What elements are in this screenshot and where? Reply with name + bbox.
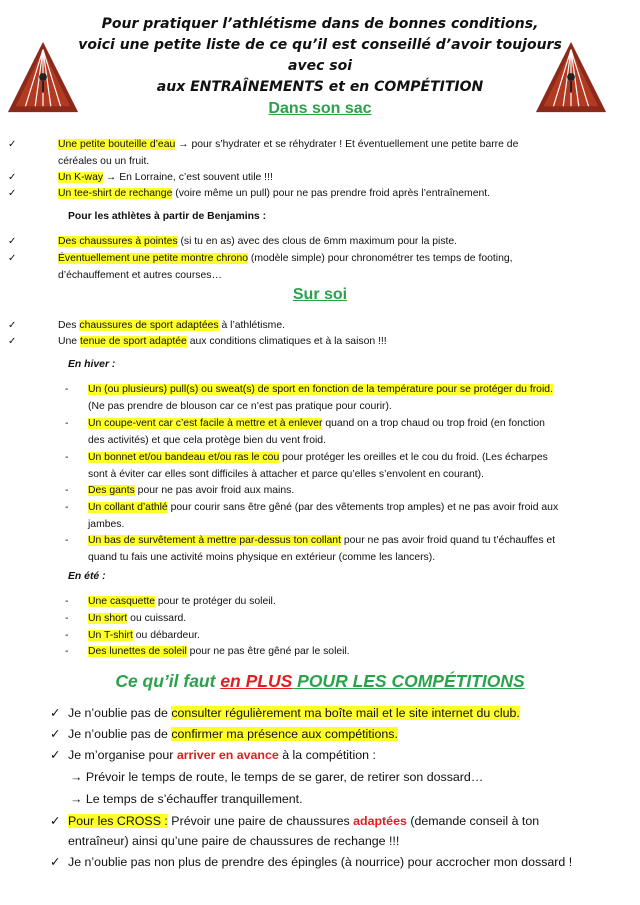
check-icon: ✓: [50, 727, 61, 741]
list-item: - Des gants pour ne pas avoir froid aux mains.: [88, 482, 598, 499]
check-icon: ✓: [8, 320, 17, 331]
list-item: ✓ Je n’oublie pas de confirmer ma présence aux compétitions.: [68, 724, 628, 744]
dash-bullet: -: [65, 613, 69, 624]
list-item: - Un bas de survêtement à mettre par-dessus ton collant pour ne pas avoir froid quand tu t’échauffes et quand tu fais une activité moins physique en extérieur (comme les lancers).: [88, 532, 598, 566]
dash-bullet: -: [65, 452, 69, 463]
list-item: ✓ Je n’oublie pas non plus de prendre des épingles (à nourrice) pour accrocher mon dossard !: [68, 852, 628, 872]
dash-bullet: -: [65, 502, 69, 513]
list-item: - Un bonnet et/ou bandeau et/ou ras le cou pour protéger les oreilles et le cou du froid. (Les écharpes sont à éviter car elles sont difficiles à attacher et parce qu’elles s’envolent en courant).: [88, 449, 598, 483]
list-item: ✓ Je n’oublie pas de consulter régulièrement ma boîte mail et le site internet du club.: [68, 703, 628, 723]
list-item: - Un T-shirt ou débardeur.: [88, 627, 598, 644]
subsection-title-ete: En été :: [68, 571, 106, 582]
dash-bullet: -: [65, 596, 69, 607]
check-icon: ✓: [8, 139, 17, 150]
dash-bullet: -: [65, 418, 69, 429]
list-item: ✓ Une petite bouteille d’eau → pour s’hydrater et se réhydrater ! Et éventuellement une petite barre de céréales ou un fruit.: [58, 136, 588, 170]
list-item: ✓ Je m’organise pour arriver en avance à la compétition :: [68, 745, 628, 765]
header-line-3: aux ENTRAÎNEMENTS et en COMPÉTITION: [156, 79, 484, 95]
check-icon: ✓: [50, 814, 61, 828]
subsection-title-benjamins: Pour les athlètes à partir de Benjamins :: [68, 211, 267, 222]
header-line-1: Pour pratiquer l’athlétisme dans de bonnes conditions,: [101, 16, 539, 32]
section-title-sac: Dans son sac: [268, 100, 372, 117]
list-item: - Un collant d’athlé pour courir sans être gêné (par des vêtements trop amples) et ne pas avoir froid aux jambes.: [88, 499, 598, 533]
check-icon: ✓: [8, 172, 17, 183]
header-line-2: voici une petite liste de ce qu’il est conseillé d’avoir toujours avec soi: [78, 37, 562, 74]
dash-bullet: -: [65, 535, 69, 546]
check-icon: ✓: [50, 706, 61, 720]
list-item: ✓ Pour les CROSS : Prévoir une paire de chaussures adaptées (demande conseil à ton entraîneur) ainsi qu’une paire de chaussures de rechange !!!: [68, 811, 628, 851]
section-title-competitions: Ce qu’il faut en PLUS POUR LES COMPÉTITIONS: [115, 671, 525, 691]
list-item: - Une casquette pour te protéger du soleil.: [88, 593, 598, 610]
list-item: ✓ Éventuellement une petite montre chrono (modèle simple) pour chronométrer tes temps de footing, d’échauffement et autres courses…: [58, 250, 588, 284]
subsection-title-hiver: En hiver :: [68, 359, 116, 370]
check-icon: ✓: [8, 236, 17, 247]
check-icon: ✓: [8, 253, 17, 264]
dash-bullet: -: [65, 630, 69, 641]
list-item: → Prévoir le temps de route, le temps de se garer, de retirer son dossard…: [70, 770, 484, 784]
list-item: → Le temps de s’échauffer tranquillement.: [70, 792, 303, 806]
check-icon: ✓: [50, 855, 61, 869]
check-icon: ✓: [8, 188, 17, 199]
list-item: - Un coupe-vent car c’est facile à mettre et à enlever quand on a trop chaud ou trop froid (en fonction des activités) et que cela protège bien du vent froid.: [88, 415, 598, 449]
list-item: - Des lunettes de soleil pour ne pas être gêné par le soleil.: [88, 643, 598, 660]
dash-bullet: -: [65, 485, 69, 496]
list-item: - Un short ou cuissard.: [88, 610, 598, 627]
check-icon: ✓: [50, 748, 61, 762]
check-icon: ✓: [8, 336, 17, 347]
list-item: ✓ Un K-way → En Lorraine, c’est souvent utile !!!: [58, 169, 588, 186]
list-item: ✓ Une tenue de sport adaptée aux conditions climatiques et à la saison !!!: [58, 333, 588, 350]
page-header: [70, 14, 570, 98]
section-title-soi: Sur soi: [292, 286, 348, 303]
list-item: ✓ Des chaussures à pointes (si tu en as) avec des clous de 6mm maximum pour la piste.: [58, 233, 588, 250]
dash-bullet: -: [65, 646, 69, 657]
dash-bullet: -: [65, 384, 69, 395]
list-item: ✓ Un tee-shirt de rechange (voire même un pull) pour ne pas prendre froid après l’entraînement.: [58, 185, 588, 202]
list-item: ✓ Des chaussures de sport adaptées à l’athlétisme.: [58, 317, 588, 334]
list-item: - Un (ou plusieurs) pull(s) ou sweat(s) de sport en fonction de la température pour se protéger du froid. (Ne pas prendre de blouson car ce n’est pas pratique pour courir).: [88, 381, 598, 415]
